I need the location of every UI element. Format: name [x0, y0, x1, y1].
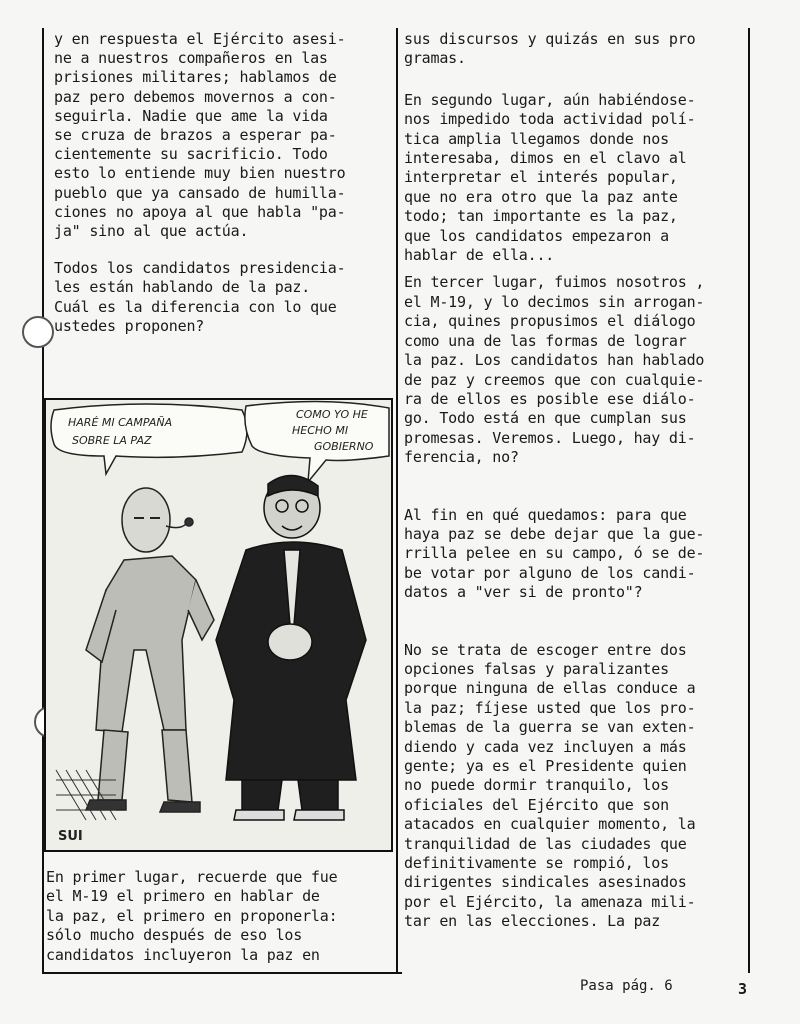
- right-margin-rule: [748, 28, 750, 973]
- left-bottom-column: [46, 868, 389, 965]
- bottom-rule: [42, 972, 402, 974]
- bubble-left-line-2: SOBRE LA PAZ: [72, 434, 152, 447]
- speech-bubble-left: [51, 404, 247, 474]
- bubble-left-line-1: HARÉ MI CAMPAÑA: [68, 416, 173, 429]
- punch-hole-top: [22, 316, 54, 348]
- left-column: [54, 30, 389, 336]
- answer-paragraph-continued-right: sus discursos y quizás en sus pro gramas.: [404, 30, 696, 68]
- continued-on-page: Pasa pág. 6: [580, 978, 673, 994]
- column-divider-rule: [396, 28, 398, 973]
- speech-bubble-right: [245, 401, 389, 482]
- interview-question-2: Al fin en qué quedamos: para que haya paz se debe dejar que la gue- rrilla pelee en su campo, ó se de- be votar por alguno de los candi- datos a "ver si de pronto"?: [404, 505, 705, 602]
- answer-paragraph-continued: y en respuesta el Ejército asesi- ne a nuestros compañeros en las prisiones militares; hablamos de paz pero debemos movernos a con- seguirla. Nadie que ame la vida se cruza de brazos a esperar pa- cientemente su sacrificio. Todo esto lo entiende muy bien nuestro pueblo que ya cansado de humilla- ciones no apoya al que habla "pa- ja" sino al que actúa.: [54, 30, 346, 241]
- bubble-right-line-3: GOBIERNO: [314, 440, 374, 453]
- answer-paragraph-third-point: En tercer lugar, fuimos nosotros , el M-19, y lo decimos sin arrogan- cia, quines propusimos el diálogo como una de las formas de lograr la paz. Los candidatos han hablado de paz y creemos que con cualquie- ra de ellos es posible ese diálo- go. Todo está en que cumplan sus promesas. Veremos. Luego, hay di- ferencia, no?: [404, 273, 705, 467]
- interview-question-1: Todos los candidatos presidencia- les están hablando de la paz. Cuál es la diferencia con lo que ustedes proponen?: [54, 259, 346, 335]
- answer-paragraph-options: No se trata de escoger entre dos opciones falsas y paralizantes porque ninguna de ellas conduce a la paz; fíjese usted que los pro- blemas de la guerra se van exten- diendo y cada vez incluyen a más gente; ya es el Presidente quien no puede dormir tranquilo, los oficiales del Ejército que son atacados en cualquier momento, la tranquilidad de las ciudades que definitivamente se rompió, los dirigentes sindicales asesinados por el Ejército, la amenaza mili- tar en las elecciones. La paz: [404, 640, 696, 931]
- answer-paragraph-second-point: En segundo lugar, aún habiéndose- nos impedido toda actividad polí- tica amplia llegamos donde nos interesaba, dimos en el clavo al interpretar el interés popular, que no era otro que la paz ante todo; tan importante es la paz, que los candidatos empezaron a hablar de ella...: [404, 90, 696, 265]
- cartoon-drawing: [46, 400, 391, 850]
- bubble-right-line-1: COMO YO HE: [296, 408, 368, 421]
- answer-paragraph-first-point: En primer lugar, recuerde que fue el M-19 el primero en hablar de la paz, el primero en proponerla: sólo mucho después de eso los candidatos incluyeron la paz en: [46, 868, 338, 964]
- figure-thin-man: [86, 488, 214, 812]
- political-cartoon: [44, 398, 393, 852]
- bubble-right-line-2: HECHO MI: [292, 424, 349, 437]
- figure-stout-man: [216, 475, 366, 820]
- right-column: [404, 30, 746, 932]
- page-number: 3: [738, 980, 748, 998]
- cartoonist-signature: SUI: [58, 829, 83, 844]
